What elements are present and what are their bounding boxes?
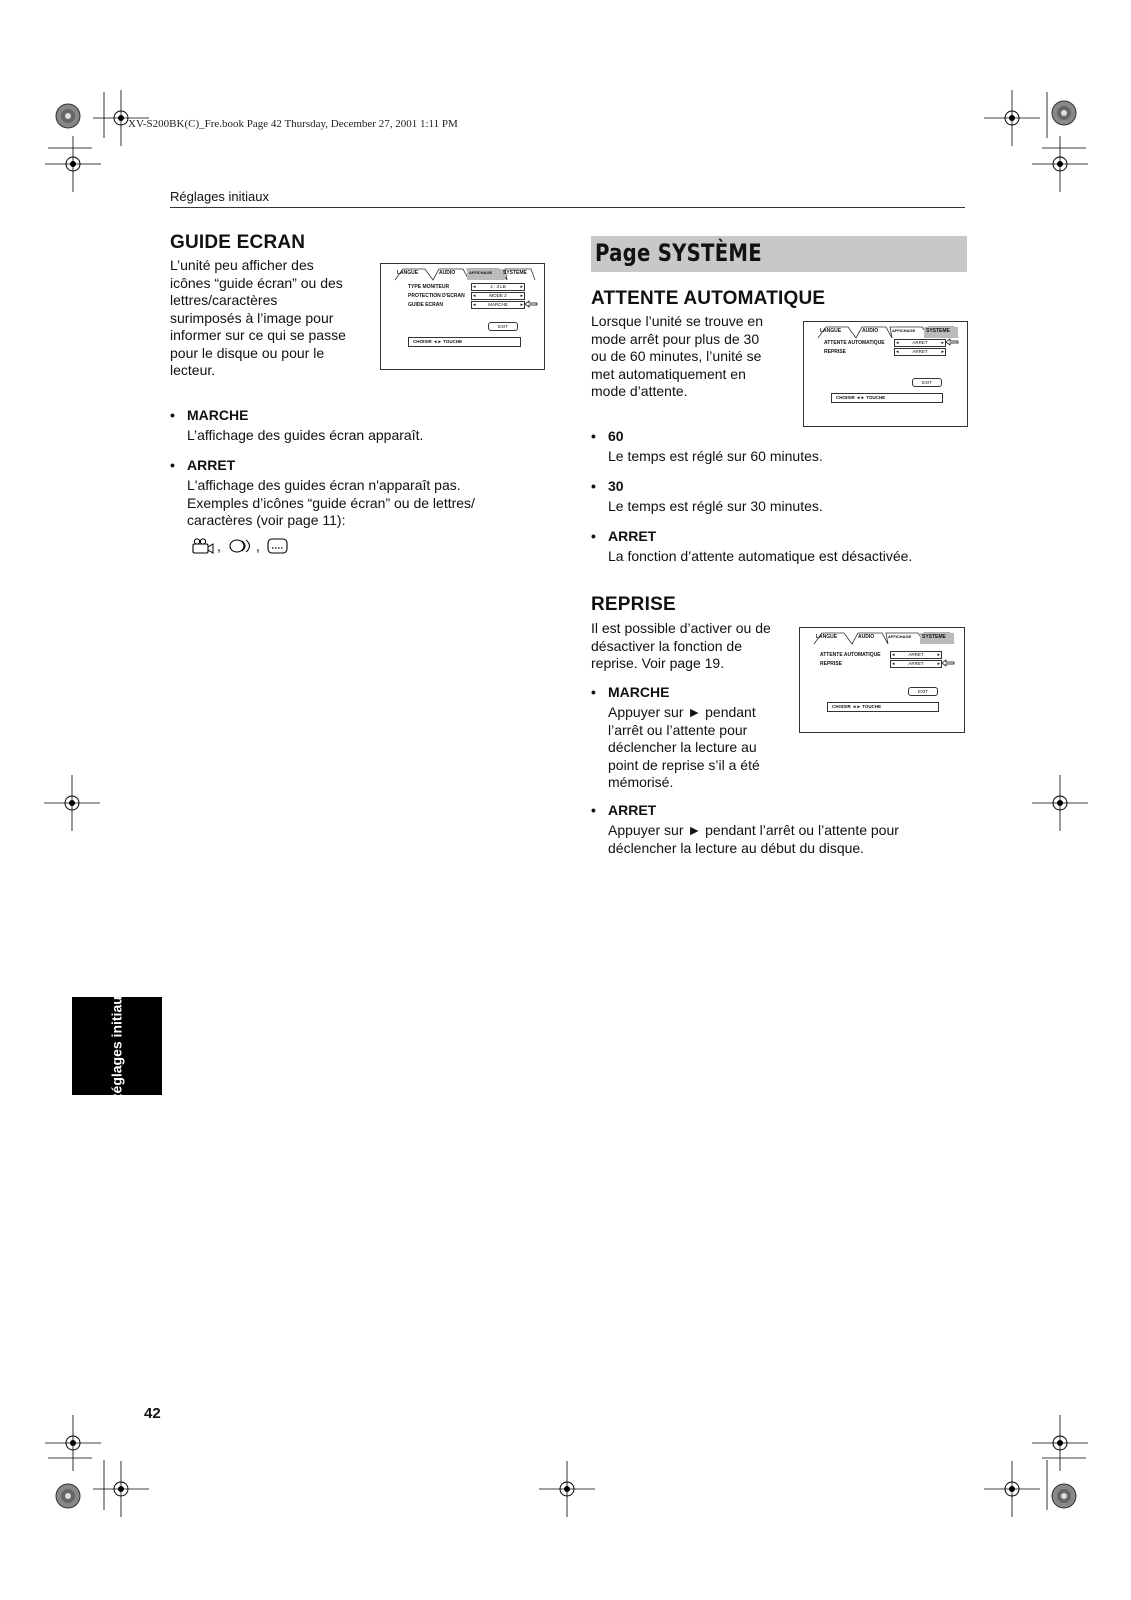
page-number: 42 bbox=[144, 1405, 161, 1422]
screen-row-value: ◂ ARRET ▸ bbox=[890, 660, 942, 668]
screen-exit: EXIT bbox=[908, 687, 938, 696]
screen-row-label: ATTENTE AUTOMATIQUE bbox=[824, 340, 885, 346]
attente-automatique-title: ATTENTE AUTOMATIQUE bbox=[591, 288, 826, 309]
reprise-item-arret-label: • ARRET bbox=[591, 802, 657, 818]
attente-item-60-text: Le temps est réglé sur 60 minutes. bbox=[608, 448, 823, 464]
screen-tab-systeme: SYSTEME bbox=[926, 328, 950, 334]
side-section-tab: Réglages initiaux bbox=[72, 997, 162, 1095]
screen-tab-langue: LANGUE bbox=[820, 328, 842, 334]
attente-item-30-label: • 30 bbox=[591, 478, 624, 494]
screen-row-label: REPRISE bbox=[820, 661, 842, 667]
screen-row-value: ◂ 4 : 3 LB ▸ bbox=[471, 283, 525, 291]
subtitle-icon bbox=[267, 538, 289, 554]
reprise-title: REPRISE bbox=[591, 594, 676, 615]
screen-exit: EXIT bbox=[912, 378, 942, 387]
screen-row-value: ◂ MARCHE ▸ bbox=[471, 301, 525, 309]
icon-separator: , bbox=[217, 538, 221, 554]
screen-exit: EXIT bbox=[488, 322, 518, 331]
reprise-item-arret-text: Appuyer sur ► pendant l’arrêt ou l’attente pour déclencher la lecture au début du disque. bbox=[608, 822, 899, 856]
reprise-item-marche-text: Appuyer sur ► pendant l’arrêt ou l’attente pour déclencher la lecture au point de reprise s’il a été mémorisé. bbox=[608, 704, 760, 790]
pointer-arrow-icon bbox=[524, 300, 538, 308]
reprise-item-marche-label: • MARCHE bbox=[591, 684, 670, 700]
screen-attente-automatique bbox=[803, 321, 968, 427]
icon-separator: , bbox=[256, 538, 260, 554]
screen-row-label: ATTENTE AUTOMATIQUE bbox=[820, 652, 881, 658]
screen-reprise bbox=[799, 627, 965, 733]
attente-item-60-label: • 60 bbox=[591, 428, 624, 444]
screen-tab-systeme: SYSTEME bbox=[503, 270, 527, 276]
audio-language-icon bbox=[229, 538, 257, 554]
screen-footer: CHOISIR ◄► TOUCHE bbox=[408, 337, 521, 347]
page-systeme-banner: Page SYSTÈME bbox=[591, 236, 967, 272]
guide-item-arret-label: • ARRET bbox=[170, 457, 236, 473]
screen-tab-affichage: AFFICHAGE bbox=[469, 270, 493, 275]
screen-row-value: ◂ ARRET ▸ bbox=[894, 339, 946, 347]
screen-tab-systeme: SYSTEME bbox=[922, 634, 946, 640]
reprise-intro: Il est possible d’activer ou de désactiver la fonction de reprise. Voir page 19. bbox=[591, 620, 771, 671]
screen-row-label: REPRISE bbox=[824, 349, 846, 355]
screen-row-label: PROTECTION D'ECRAN bbox=[408, 293, 465, 299]
screen-tab-langue: LANGUE bbox=[816, 634, 838, 640]
screen-row-value: ◂ MODE 2 ▸ bbox=[471, 292, 525, 300]
guide-item-arret-text: L'affichage des guides écran n'apparaît pas. Exemples d’icônes “guide écran” ou de lettres/ caractères (voir page 11): bbox=[187, 477, 475, 528]
print-header: XV-S200BK(C)_Fre.book Page 42 Thursday, December 27, 2001 1:11 PM bbox=[128, 118, 458, 130]
guide-ecran-title: GUIDE ECRAN bbox=[170, 232, 306, 253]
header-rule bbox=[170, 207, 965, 208]
screen-row-label: TYPE MONITEUR bbox=[408, 284, 450, 290]
running-head: Réglages initiaux bbox=[170, 189, 270, 204]
attente-intro: Lorsque l’unité se trouve en mode arrêt pour plus de 30 ou de 60 minutes, l’unité se met automatiquement en mode d’attente. bbox=[591, 313, 763, 399]
guide-item-marche-text: L’affichage des guides écran apparaît. bbox=[187, 427, 424, 443]
screen-row-value: ◂ ARRET ▸ bbox=[894, 348, 946, 356]
attente-item-arret-label: • ARRET bbox=[591, 528, 657, 544]
pointer-arrow-icon bbox=[945, 338, 959, 346]
screen-tab-affichage: AFFICHAGE bbox=[888, 634, 912, 639]
screen-tab-audio: AUDIO bbox=[862, 328, 879, 334]
screen-row-value: ◂ ARRET ▸ bbox=[890, 651, 942, 659]
screen-tab-audio: AUDIO bbox=[858, 634, 875, 640]
attente-item-arret-text: La fonction d’attente automatique est désactivée. bbox=[608, 548, 913, 564]
pointer-arrow-icon bbox=[941, 659, 955, 667]
screen-tab-affichage: AFFICHAGE bbox=[892, 328, 916, 333]
attente-item-30-text: Le temps est réglé sur 30 minutes. bbox=[608, 498, 823, 514]
screen-footer: CHOISIR ◄► TOUCHE bbox=[827, 702, 939, 712]
camera-angle-icon bbox=[192, 538, 216, 554]
screen-tab-langue: LANGUE bbox=[397, 270, 419, 276]
guide-ecran-intro: L’unité peu afficher des icônes “guide écran” ou des lettres/caractères surimposés à l’image pour informer sur ce qui se passe pour le disque ou pour le lecteur. bbox=[170, 257, 346, 378]
screen-footer: CHOISIR ◄► TOUCHE bbox=[831, 393, 943, 403]
screen-row-label: GUIDE ECRAN bbox=[408, 302, 444, 308]
screen-guide-ecran bbox=[380, 263, 545, 370]
guide-item-marche-label: • MARCHE bbox=[170, 407, 249, 423]
screen-tab-audio: AUDIO bbox=[439, 270, 456, 276]
